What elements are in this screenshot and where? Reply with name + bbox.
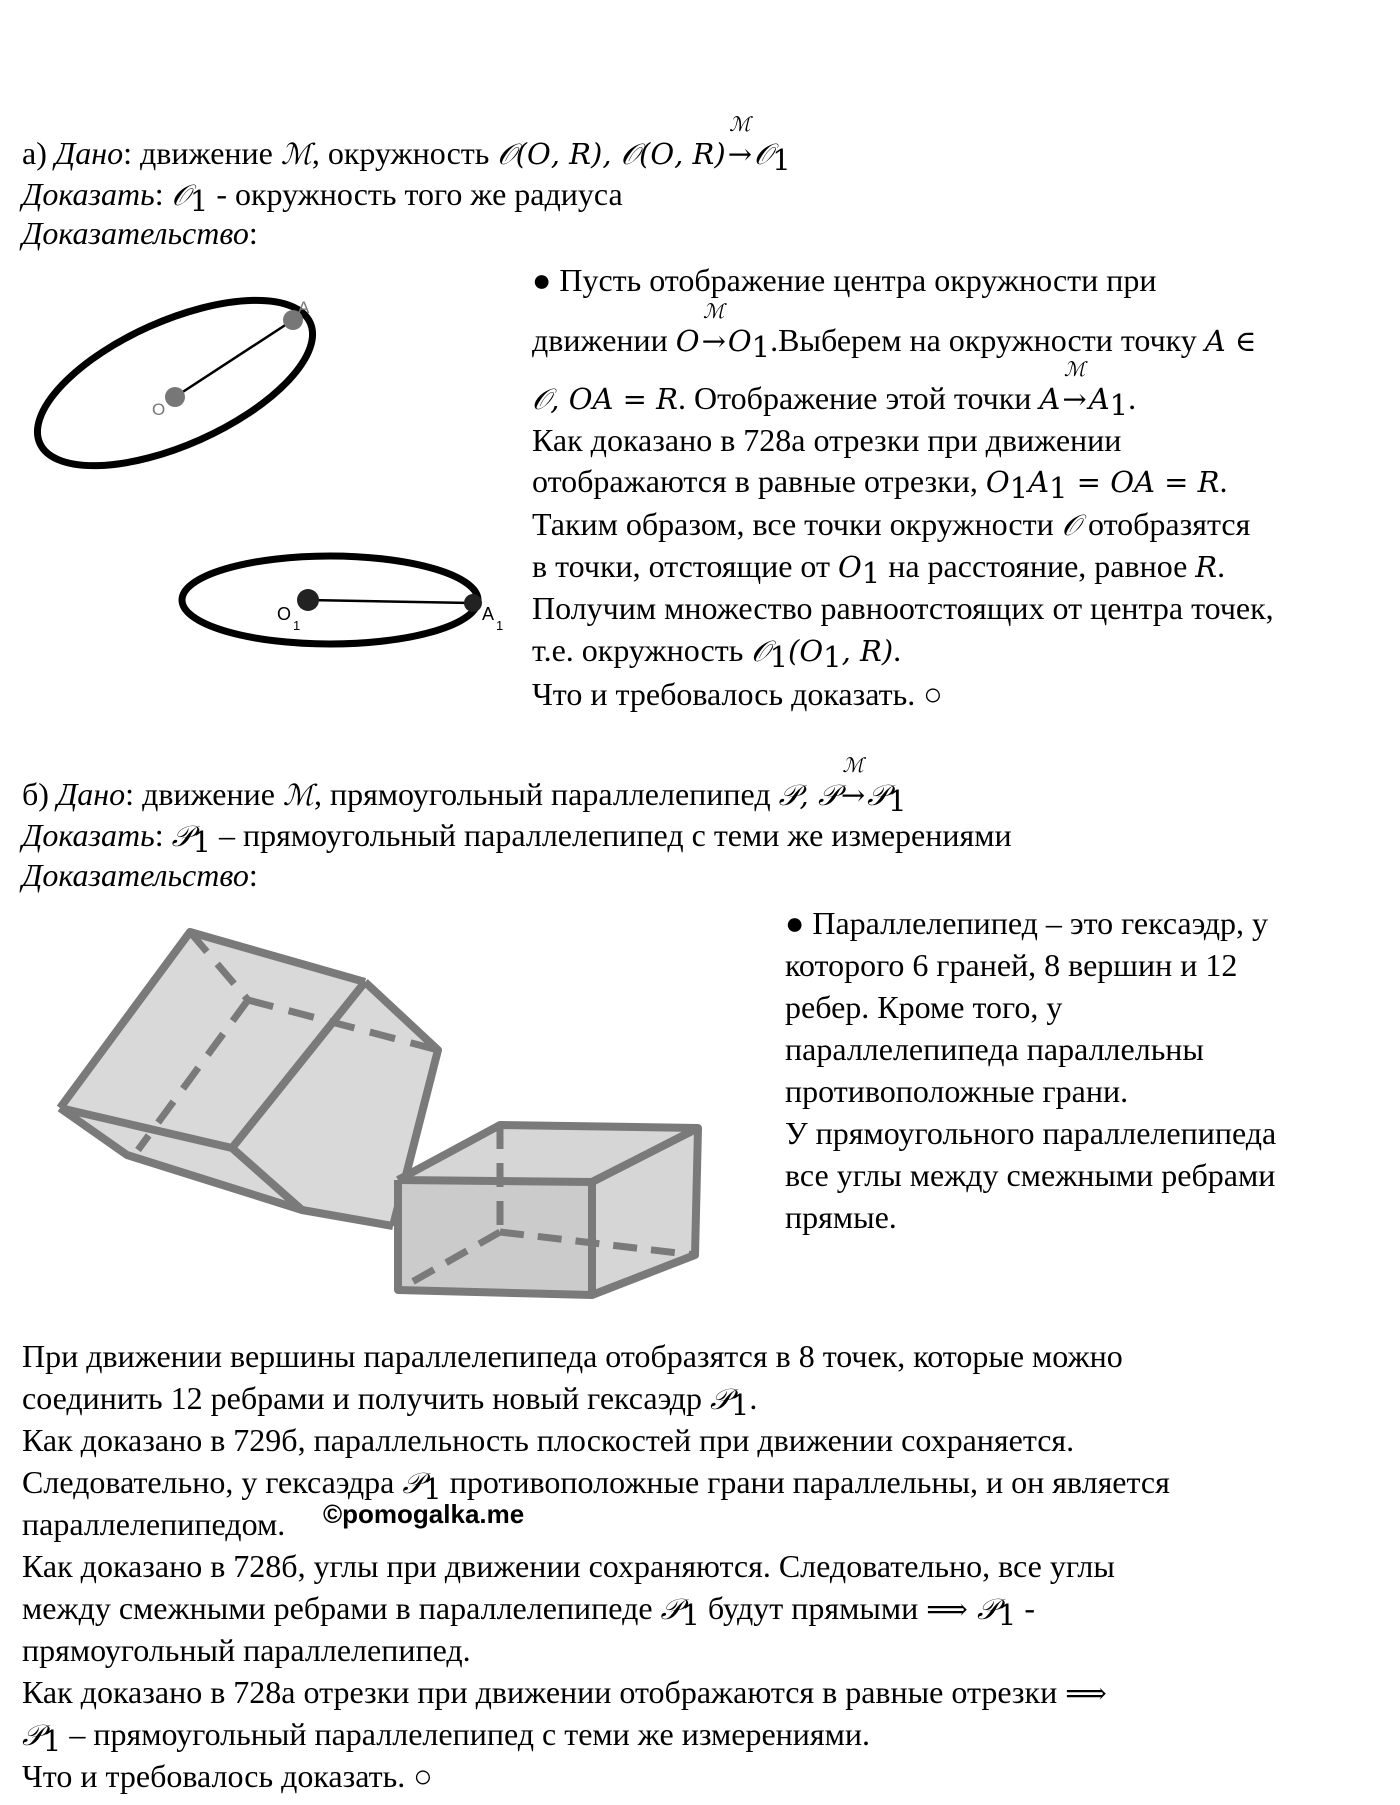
part-b-text-l3: ребер. Кроме того, у (785, 989, 1063, 1025)
parallelepiped-figure (40, 920, 720, 1310)
bottom-text-l10: 𝒫$_1$ – прямоугольный параллелепипед с теми же измерениями. (22, 1716, 870, 1758)
bottom-text-l4: Следовательно, у гексаэдра 𝒫$_1$ противоположные грани параллельны, и он является (22, 1464, 1170, 1506)
part-b-text-l8: прямые. (785, 1199, 897, 1235)
part-a-text-l2: движении 𝑂 ℳ →𝑂$_1$.Выберем на окружности точку 𝐴 ∈ (532, 299, 1257, 364)
part-b-given-line: б) Дано: движение ℳ, прямоугольный параллелепипед 𝒫, 𝒫 ℳ →𝒫$_1$ (22, 753, 907, 818)
label-A1: A (482, 604, 495, 624)
bottom-text-l3: Как доказано в 729б, параллельность плоскостей при движении сохраняется. (22, 1422, 1075, 1458)
part-b-text-l5: противоположные грани. (785, 1073, 1129, 1109)
point-A1 (464, 594, 482, 612)
radius-O1A1 (308, 600, 472, 603)
bottom-text-l11: Что и требовалось доказать. ○ (22, 1758, 433, 1794)
box-upright (398, 1125, 698, 1295)
watermark: ©pomogalka.me (323, 1499, 525, 1529)
point-O1 (297, 589, 319, 611)
box-tilted (60, 932, 438, 1226)
part-a-text-l5: отображаются в равные отрезки, 𝑂$_1$𝐴$_1$ = 𝑂𝐴 = 𝑅. (532, 463, 1228, 505)
part-a-text-l1: ● Пусть отображение центра окружности при (532, 262, 1157, 298)
bottom-text-l5: параллелепипедом. (22, 1506, 286, 1542)
part-b-text-l1: ● Параллелепипед – это гексаэдр, у (785, 905, 1268, 941)
part-a-given-line: а) Дано: движение ℳ, окружность 𝒪(𝑂, 𝑅), 𝒪(𝑂, 𝑅) ℳ →𝒪$_1$ (22, 112, 791, 177)
bottom-text-l7: между смежными ребрами в параллелепипеде 𝒫$_1$ будут прямыми ⟹ 𝒫$_1$ - (22, 1590, 1036, 1632)
part-b-text-l6: У прямоугольного параллелепипеда (785, 1115, 1277, 1151)
label-O1: O (277, 604, 292, 624)
part-b-text-l2: которого 6 граней, 8 вершин и 12 (785, 947, 1238, 983)
part-a-prove-line: Доказать: 𝒪$_1$ - окружность того же радиуса (22, 176, 623, 218)
part-a-text-l3: 𝒪, 𝑂𝐴 = 𝑅. Отображение этой точки 𝐴 ℳ →𝐴$_1$. (532, 357, 1137, 422)
part-b-text-l4: параллелепипеда параллельны (785, 1031, 1204, 1067)
bottom-text-l9: Как доказано в 728а отрезки при движении отображаются в равные отрезки ⟹ (22, 1674, 1107, 1710)
part-a-text-l6: Таким образом, все точки окружности 𝒪 отобразятся (532, 506, 1251, 542)
part-b-proof-heading: Доказательство: (22, 857, 258, 893)
part-a-proof-heading: Доказательство: (22, 215, 258, 251)
bottom-text-l1: При движении вершины параллелепипеда отобразятся в 8 точек, которые можно (22, 1338, 1123, 1374)
bottom-text-l2: соединить 12 ребрами и получить новый гексаэдр 𝒫$_1$. (22, 1380, 758, 1422)
label-A1-sub: 1 (496, 618, 504, 633)
radius-OA (175, 320, 293, 397)
label-O1-sub: 1 (293, 618, 301, 633)
part-b-text-l7: все углы между смежными ребрами (785, 1157, 1276, 1193)
part-a-text-l9: т.е. окружность 𝒪$_1$(𝑂$_1$, 𝑅). (532, 632, 902, 674)
part-a-text-l4: Как доказано в 728а отрезки при движении (532, 422, 1122, 458)
part-a-text-l10: Что и требовалось доказать. ○ (532, 676, 943, 712)
circle-mapping-figure (20, 285, 510, 655)
label-O: O (152, 400, 166, 419)
point-O (165, 387, 185, 407)
part-a-text-l8: Получим множество равноотстоящих от центра точек, (532, 590, 1274, 626)
part-a-text-l7: в точки, отстоящие от 𝑂$_1$ на расстояние, равное 𝑅. (532, 548, 1226, 590)
bottom-text-l8: прямоугольный параллелепипед. (22, 1632, 471, 1668)
part-b-prove-line: Доказать: 𝒫$_1$ – прямоугольный параллелепипед с теми же измерениями (22, 817, 1012, 859)
label-A: A (298, 298, 310, 317)
bottom-text-l6: Как доказано в 728б, углы при движении сохраняются. Следовательно, все углы (22, 1548, 1115, 1584)
